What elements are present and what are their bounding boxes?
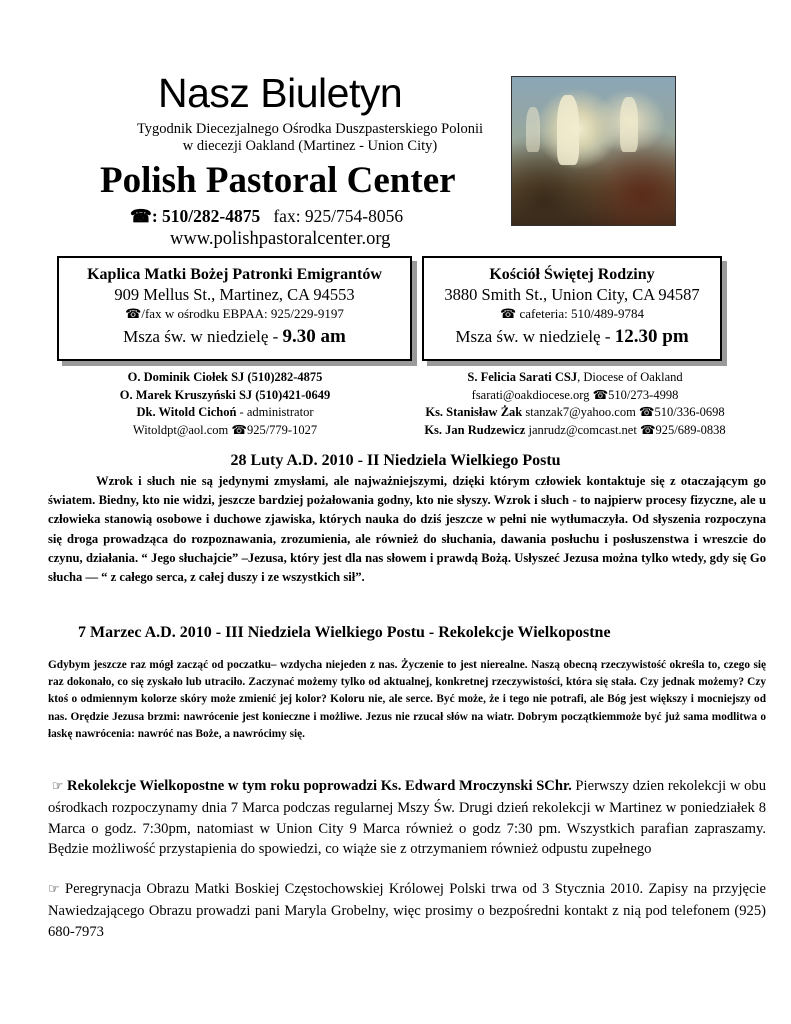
- church-phone: ☎ cafeteria: 510/489-9784: [500, 306, 644, 321]
- figure-shape: [526, 107, 540, 152]
- phone-icon: ☎: [130, 206, 152, 226]
- subtitle-line-1: Tygodnik Diecezjalnego Ośrodka Duszpasterskiego Polonii: [136, 121, 484, 137]
- figure-shape: [620, 97, 638, 152]
- contact-line: Ks. Stanisław Żak stanzak7@yahoo.com ☎510/336-0698: [425, 405, 725, 419]
- contact-line: O. Marek Kruszyński SJ (510)421-0649: [119, 387, 331, 402]
- chapel-phone: ☎/fax w ośrodku EBPAA: 925/229-9197: [125, 306, 344, 321]
- section-heading-feb-28: 28 Luty A.D. 2010 - II Niedziela Wielkiego Postu: [230, 452, 561, 469]
- chapel-heading: Kaplica Matki Bożej Patronki Emigrantów: [87, 266, 382, 283]
- subtitle-line-2: w diecezji Oakland (Martinez - Union City): [182, 138, 438, 154]
- main-phone: : 510/282-4875: [151, 206, 261, 226]
- martinez-chapel-box: [57, 256, 412, 361]
- contact-line: Ks. Jan Rudzewicz janrudz@comcast.net ☎925/689-0838: [424, 422, 726, 437]
- section-text-mar-7: Gdybym jeszcze raz mógł zacząć od poczatku– wzdycha niejeden z nas. Życzenie to jest nierealne. Naszą obecną rzeczywistość określa to, czego się raz dokonało, co się zyskało lub utraciło. Zaczynać możemy tylko od aktualnej, konkretnej rzeczywistości, która się stała. Czy jednak możemy? Czy ktoś o odmiennym kolorze skóry może zmienić jej kolor? Koloru nie, ale serce. Być może, że i tego nie potrafi, ale Bóg jest większy i mocniejszy od nas. Orędzie Jezusa brzmi: nawrócenie jest konieczne i możliwe. Jezus nie rzucał słów na wiatr. Dobrym początkiemmoże być już sama modlitwa o łaskę nawrócenia: nawróć nas Boże, a nawrócimy się.: [48, 659, 766, 740]
- pointing-hand-icon: ☞: [48, 882, 60, 897]
- pointing-hand-icon: ☞: [51, 779, 64, 794]
- contact-line: O. Dominik Ciołek SJ (510)282-4875: [127, 370, 323, 384]
- church-mass-time: Msza św. w niedzielę - 12.30 pm: [455, 326, 689, 347]
- bulletin-title: Nasz Biuletyn: [158, 70, 403, 116]
- phone-icon: ☎: [500, 306, 517, 321]
- chapel-address: 909 Mellus St., Martinez, CA 94553: [114, 285, 355, 304]
- contacts-left: [60, 369, 390, 439]
- church-heading: Kościół Świętej Rodziny: [489, 266, 655, 283]
- website-link[interactable]: www.polishpastoralcenter.org: [170, 229, 391, 249]
- center-name: Polish Pastoral Center: [100, 160, 456, 201]
- union-city-church-box: [422, 256, 722, 361]
- announcement-icon-pilgrimage: ☞ Peregrynacja Obrazu Matki Boskiej Częstochowskiej Królowej Polski trwa od 3 Stycznia 2010. Zapisy na przyjęcie Nawiedzającego Obrazu prowadzi pani Maryla Grobelny, więc prosimy o bezpośredni kontakt z nią pod telefonem (925) 680-7973: [48, 881, 766, 940]
- contacts-right: [385, 369, 765, 439]
- contact-phones: [130, 205, 403, 227]
- fax-number: fax: 925/754-8056: [273, 206, 404, 226]
- figure-shape: [557, 95, 579, 165]
- section-heading-mar-7: 7 Marzec A.D. 2010 - III Niedziela Wielkiego Postu - Rekolekcje Wielkopostne: [78, 624, 611, 641]
- transfiguration-painting: [511, 76, 676, 226]
- contact-line: Witoldpt@aol.com ☎925/779-1027: [132, 422, 318, 437]
- section-text-feb-28: Wzrok i słuch nie są jedynymi zmysłami, ale najważniejszymi, dzięki którym człowiek kontaktuje się z otaczającym go światem. Biedny, kto nie widzi, jeszcze bardziej pożałowania godny, kto nie słyszy. Wzrok i słuch - to najpierw procesy fizyczne, ale u człowieka stanowią osobowe i duchowe zjawiska, których nauka do dziś jeszcze w pełni nie wytłumaczyła. Od słyszenia rozpoczyna się droga prowadząca do rozpoznawania, zrozumienia, ale również do słuchania, dawania posłuchu i posłuszenstwa i wreszcie do czynu, działania. “ Jego słuchajcie” –Jezusa, który jest dla nas słowem i prawdą Bożą. Usłyszeć Jezusa można tylko wtedy, gdy się Go słucha — “ z całego serca, z całej duszy i ze wszystkich sił”.: [48, 474, 766, 585]
- contact-line: fsarati@oakdiocese.org ☎510/273-4998: [471, 387, 679, 402]
- church-address: 3880 Smith St., Union City, CA 94587: [444, 285, 700, 304]
- contact-line: Dk. Witold Cichoń - administrator: [136, 405, 314, 419]
- contact-line: S. Felicia Sarati CSJ, Diocese of Oakland: [467, 370, 683, 384]
- announcement-retreat: ☞ Rekolekcje Wielkopostne w tym roku poprowadzi Ks. Edward Mroczynski SChr. Pierwszy dzien rekolekcji w obu ośrodkach rozpoczynamy dnia 7 Marca podczas regularnej Mszy Św. Drugi dzień rekolekcji w Martinez w poniedziałek 8 Marca o godz. 7:30pm, natomiast w Union City 9 Marca również o godz 7:30 pm. Wszystkich parafian zapraszamy. Będzie możliwość przystapienia do spowiedzi, co wiąże sie z otrzymaniem również odpustu zupełnego: [48, 778, 767, 858]
- chapel-mass-time: Msza św. w niedzielę - 9.30 am: [123, 326, 346, 347]
- phone-icon: ☎: [125, 306, 142, 321]
